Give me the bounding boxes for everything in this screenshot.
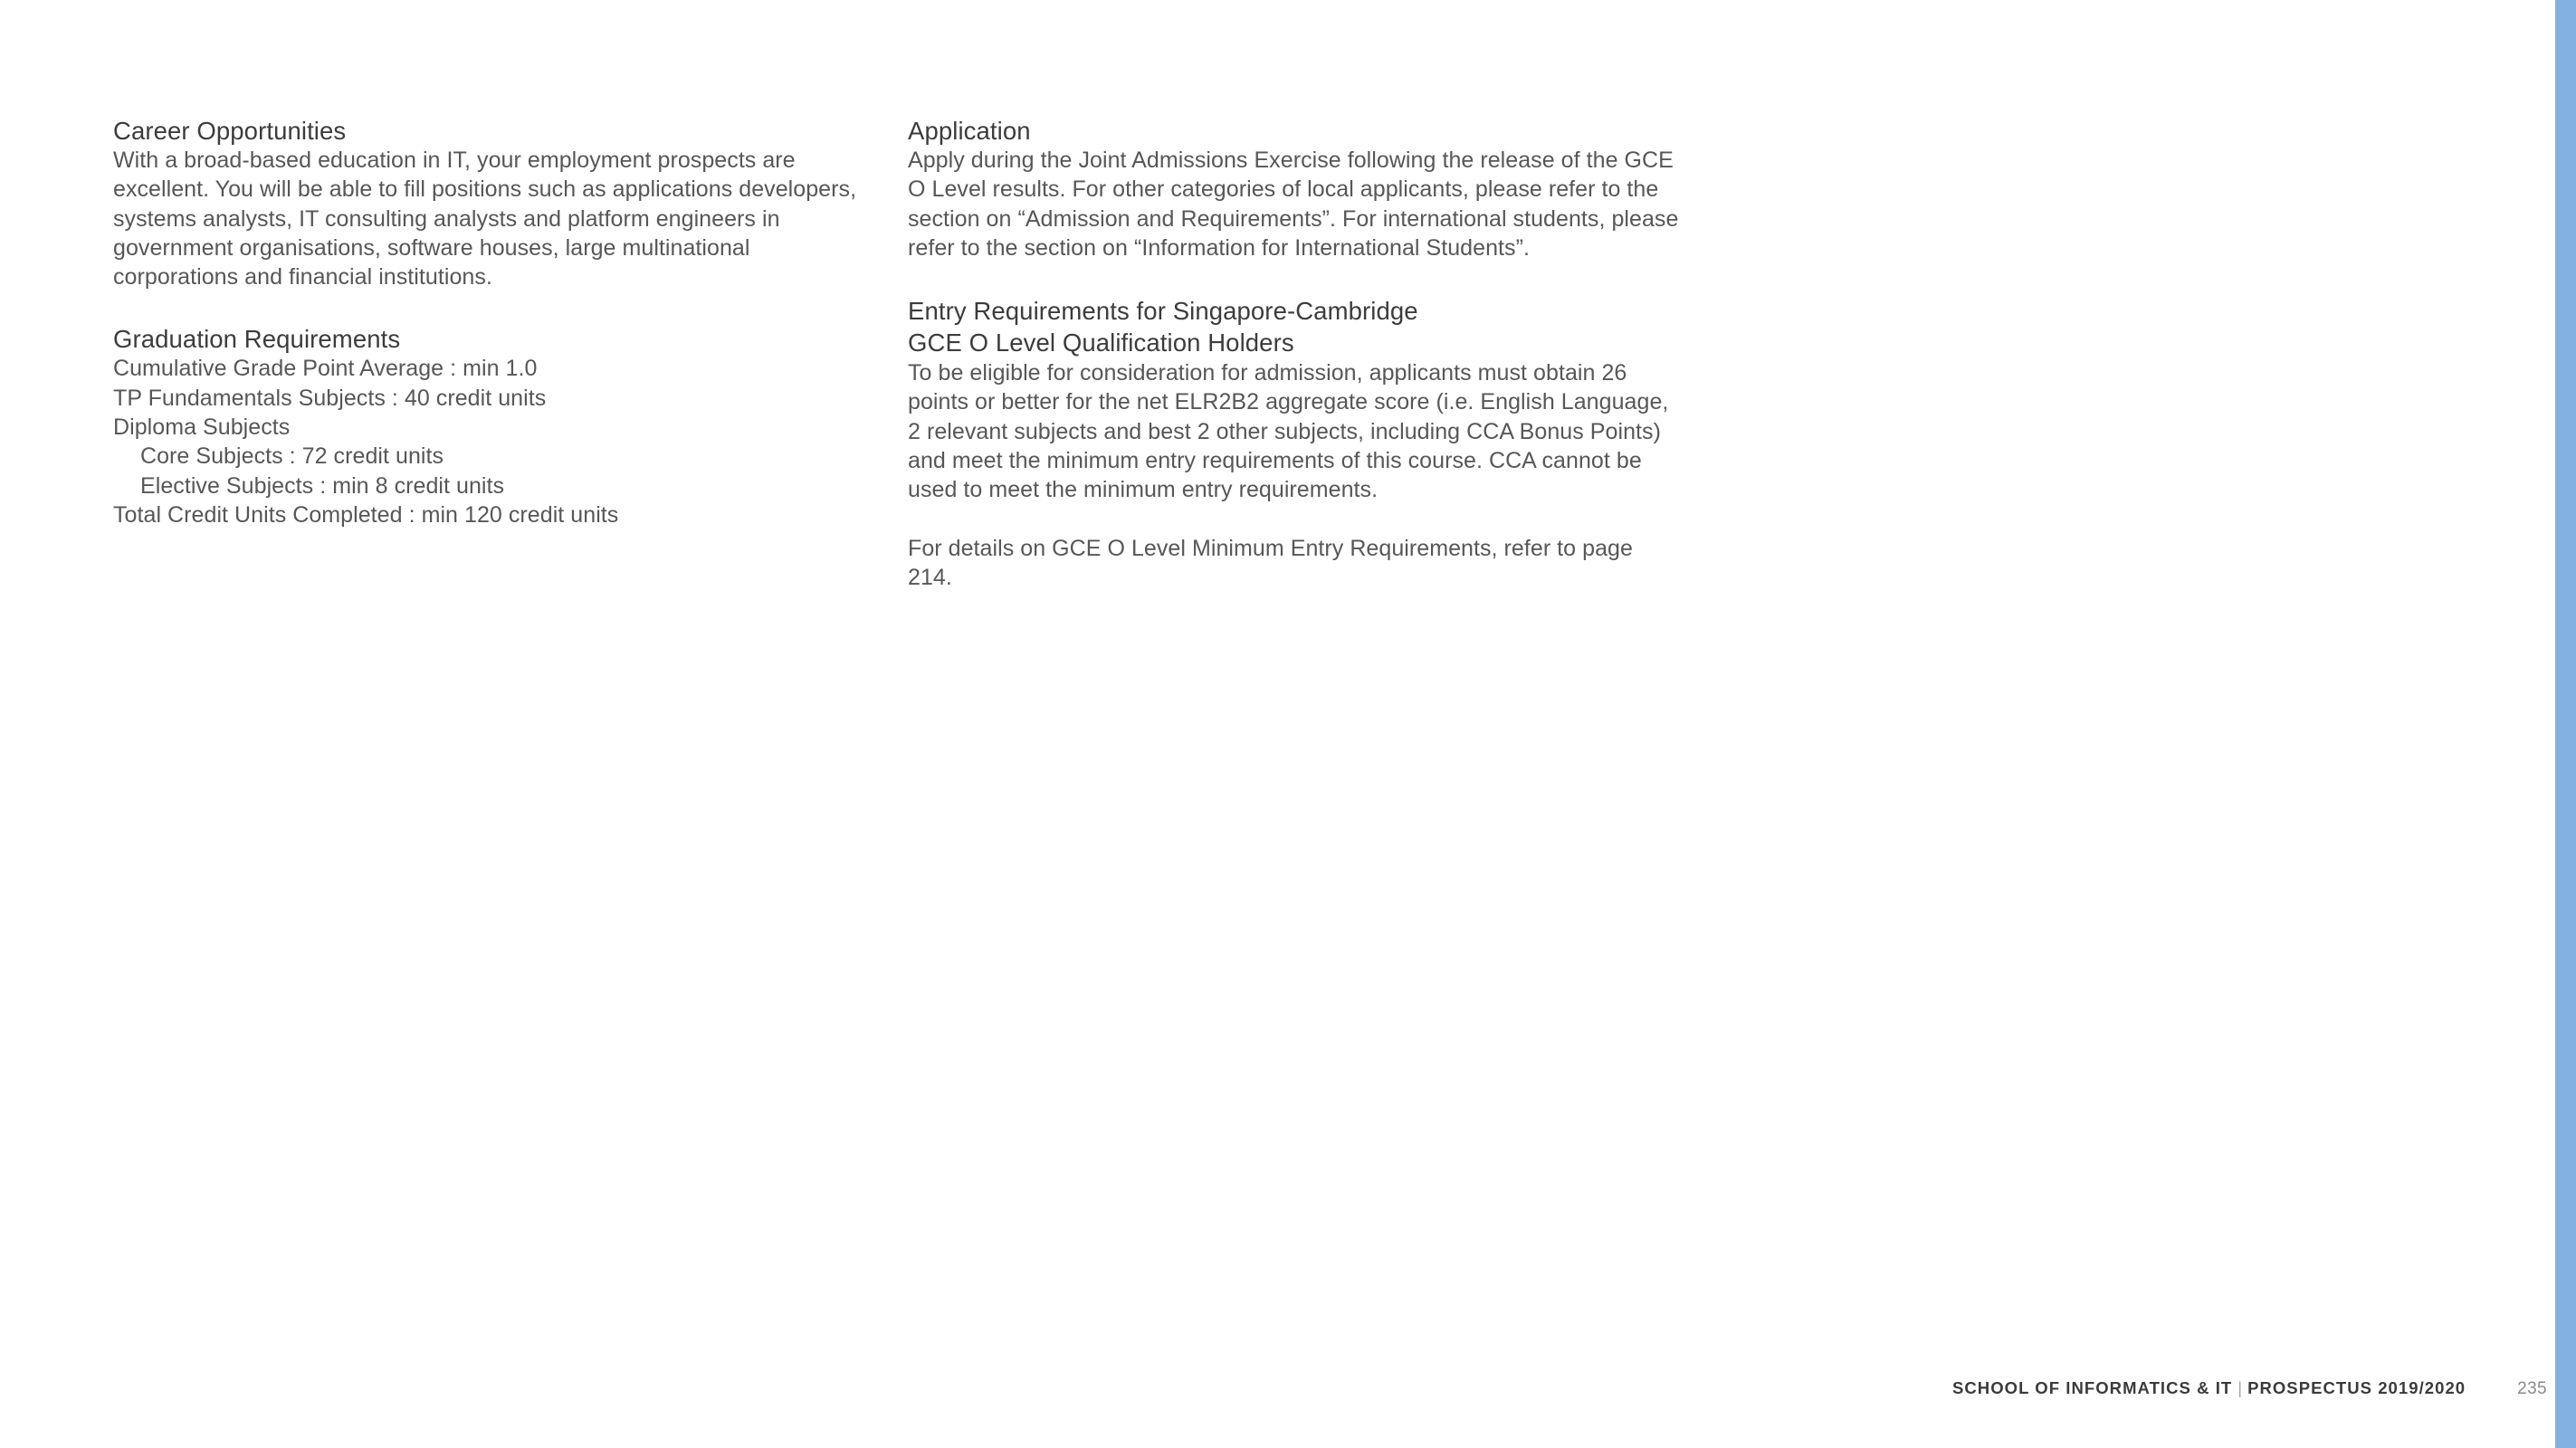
entry-requirements-heading-line2: GCE O Level Qualification Holders [908, 329, 1294, 357]
graduation-requirement-item: Cumulative Grade Point Average : min 1.0 [113, 356, 538, 382]
career-opportunities-body: With a broad-based education in IT, your employment prospects are excellent. You will be able to fill positions such as applications developers, systems analysts, IT consulting analysts and platform engineers in government organisations, software houses, large multinational corporations and financial institutions. [113, 148, 857, 291]
entry-requirements-note: For details on GCE O Level Minimum Entry Requirements, refer to page 214. [908, 535, 1633, 590]
section-spacer [113, 291, 864, 324]
footer-school-label: SCHOOL OF INFORMATICS & IT [1952, 1378, 2233, 1397]
section-spacer [908, 262, 1682, 295]
paragraph-spacer [908, 505, 1682, 534]
entry-requirements-body: To be eligible for consideration for admission, applicants must obtain 26 points or better for the net ELR2B2 aggregate score (i.e. English Language, 2 relevant subjects and best 2 other subjects, including CCA Bonus Points) and meet the minimum entry requirements of this course. CCA cannot be used to meet the minimum entry requirements. [908, 360, 1669, 503]
application-body: Apply during the Joint Admissions Exercise following the release of the GCE O Level results. For other categories of local applicants, please refer to the section on “Admission and Requirements”. For international students, please refer to the section on “Information for International Students”. [908, 148, 1679, 261]
page-footer [1952, 1378, 2547, 1399]
entry-requirements-heading [908, 295, 1682, 358]
footer-prospectus-label: PROSPECTUS 2019/2020 [2247, 1378, 2466, 1397]
left-column [113, 116, 864, 529]
entry-requirements-heading-line1: Entry Requirements for Singapore-Cambridge [908, 297, 1418, 326]
career-opportunities-heading: Career Opportunities [113, 117, 347, 145]
footer-page-number: 235 [2517, 1379, 2548, 1398]
graduation-requirement-item: Elective Subjects : min 8 credit units [140, 472, 505, 499]
graduation-requirements-heading: Graduation Requirements [113, 325, 401, 354]
graduation-requirement-item: Diploma Subjects [113, 414, 291, 441]
right-edge-accent-bar [2555, 0, 2576, 1448]
footer-separator: | [2237, 1378, 2243, 1397]
graduation-requirement-item: Core Subjects : 72 credit units [140, 443, 444, 470]
graduation-requirement-item: TP Fundamentals Subjects : 40 credit units [113, 385, 547, 411]
application-heading: Application [908, 117, 1031, 145]
graduation-requirement-item: Total Credit Units Completed : min 120 credit units [113, 501, 619, 528]
right-column [908, 116, 1682, 592]
graduation-requirements-list [113, 354, 864, 529]
